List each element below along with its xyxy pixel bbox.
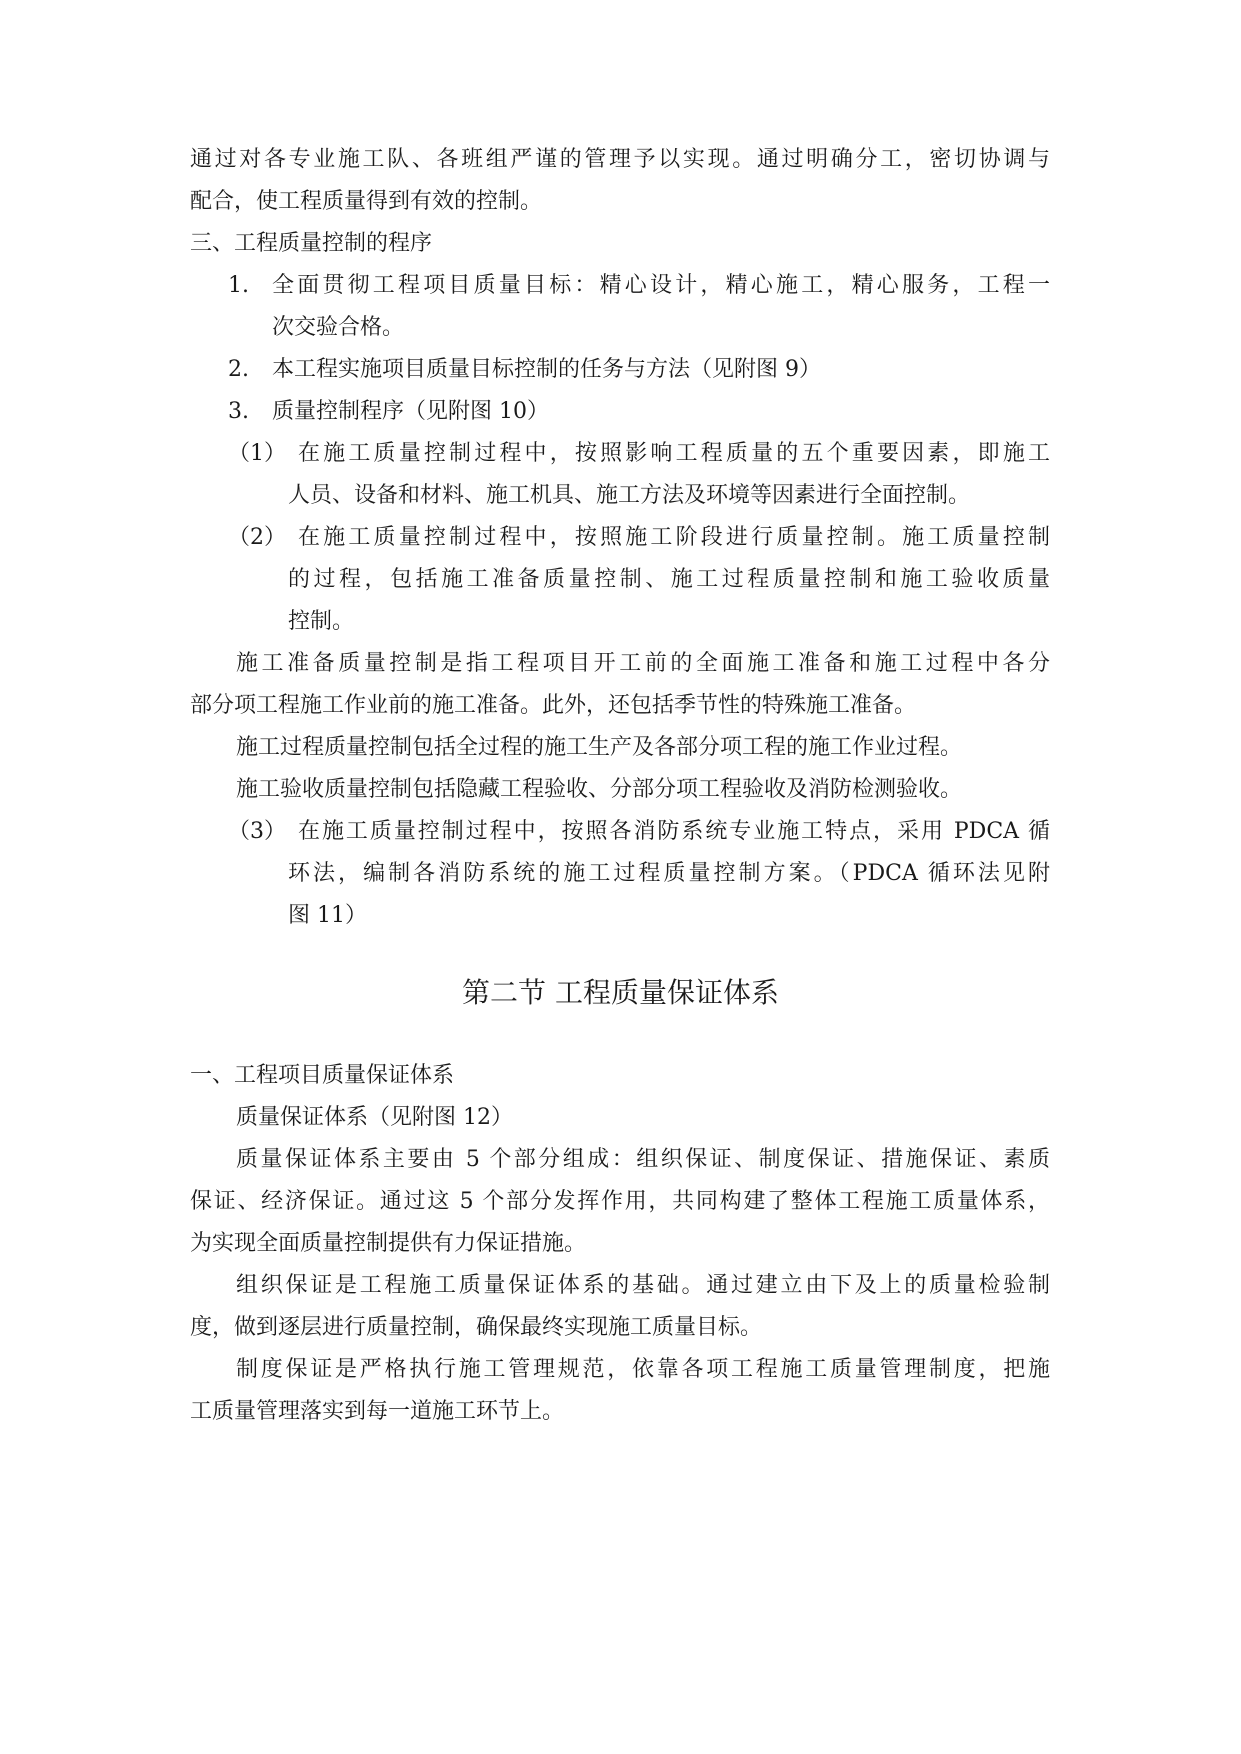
para-prep-line-1: 施工准备质量控制是指工程项目开工前的全面施工准备和施工过程中各分: [236, 651, 1050, 676]
sys-line-2: 工质量管理落实到每一道施工环节上。: [190, 1399, 565, 1424]
para-prep-line-2: 部分项工程施工作业前的施工准备。此外，还包括季节性的特殊施工准备。: [190, 693, 917, 718]
sub2-line-3: 控制。: [288, 609, 355, 634]
sub1-number: （1）: [228, 441, 286, 466]
sub3-line-1: 在施工质量控制过程中，按照各消防系统专业施工特点，采用 PDCA 循: [298, 819, 1050, 844]
qa-line-1: 质量保证体系主要由 5 个部分组成：组织保证、制度保证、措施保证、素质: [236, 1147, 1050, 1172]
sub1-line-1: 在施工质量控制过程中，按照影响工程质量的五个重要因素，即施工: [298, 441, 1050, 466]
section3-title: 三、工程质量控制的程序: [190, 231, 433, 256]
sub2-line-2: 的过程，包括施工准备质量控制、施工过程质量控制和施工验收质量: [288, 567, 1050, 592]
item3-number: 3.: [228, 399, 249, 424]
qa-line-3: 为实现全面质量控制提供有力保证措施。: [190, 1231, 587, 1256]
sub1-line-2: 人员、设备和材料、施工机具、施工方法及环境等因素进行全面控制。: [288, 483, 971, 508]
sub3-number: （3）: [228, 819, 286, 844]
org-line-1: 组织保证是工程施工质量保证体系的基础。通过建立由下及上的质量检验制: [236, 1273, 1050, 1298]
intro-line-2: 配合，使工程质量得到有效的控制。: [190, 189, 543, 214]
para-accept: 施工验收质量控制包括隐藏工程验收、分部分项工程验收及消防检测验收。: [236, 777, 963, 802]
para-process: 施工过程质量控制包括全过程的施工生产及各部分项工程的施工作业过程。: [236, 735, 963, 760]
section-heading: 第二节 工程质量保证体系: [462, 976, 779, 1009]
intro-line-1: 通过对各专业施工队、各班组严谨的管理予以实现。通过明确分工，密切协调与: [190, 147, 1050, 172]
item1-line-1: 全面贯彻工程项目质量目标：精心设计，精心施工，精心服务，工程一: [272, 273, 1050, 298]
qa-line-2: 保证、经济保证。通过这 5 个部分发挥作用，共同构建了整体工程施工质量体系，: [190, 1189, 1050, 1214]
sub2-line-1: 在施工质量控制过程中，按照施工阶段进行质量控制。施工质量控制: [298, 525, 1050, 550]
sys-line-1: 制度保证是严格执行施工管理规范，依靠各项工程施工质量管理制度，把施: [236, 1357, 1050, 1382]
item1-line-2: 次交验合格。: [272, 315, 405, 340]
item2-number: 2.: [228, 357, 249, 382]
item2-line-1: 本工程实施项目质量目标控制的任务与方法（见附图 9）: [272, 357, 821, 382]
section1-title: 一、工程项目质量保证体系: [190, 1063, 455, 1088]
org-line-2: 度，做到逐层进行质量控制，确保最终实现施工质量目标。: [190, 1315, 763, 1340]
item1-number: 1.: [228, 273, 249, 298]
qa-reference: 质量保证体系（见附图 12）: [236, 1105, 513, 1130]
item3-line-1: 质量控制程序（见附图 10）: [272, 399, 549, 424]
sub3-line-3: 图 11）: [288, 903, 367, 928]
sub2-number: （2）: [228, 525, 286, 550]
sub3-line-2: 环法，编制各消防系统的施工过程质量控制方案。（PDCA 循环法见附: [288, 861, 1050, 886]
